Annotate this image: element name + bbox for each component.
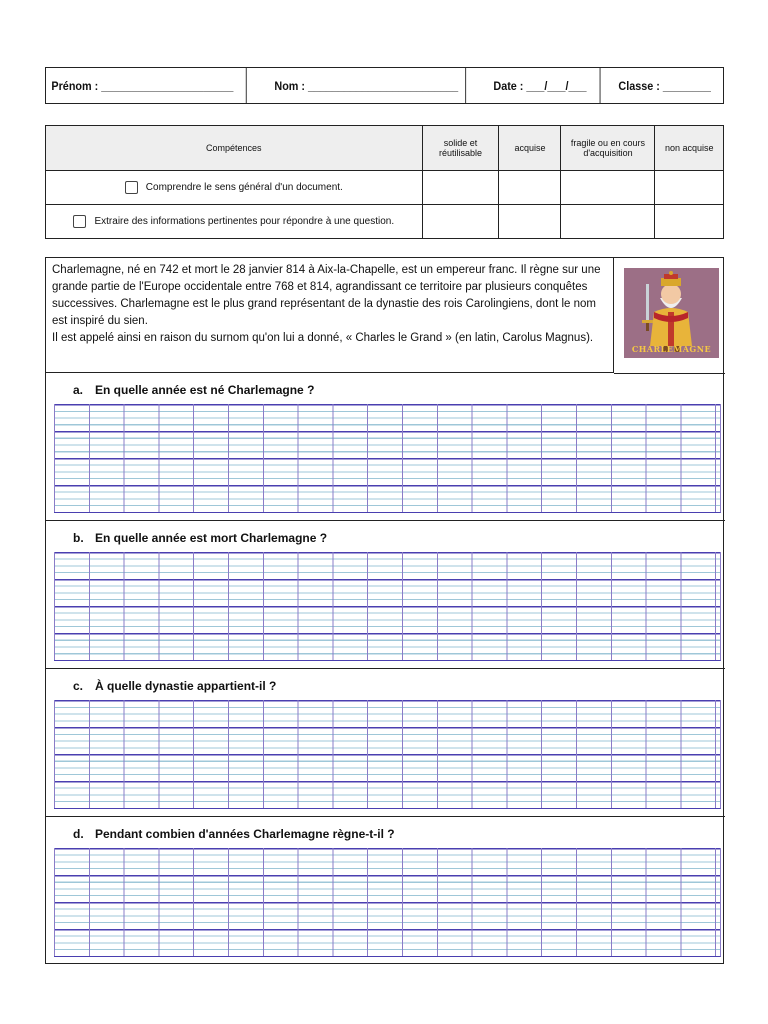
question-title [73, 827, 395, 841]
intro-paragraph: Il est appelé ainsi en raison du surnom qu'on lui a donné, « Charles le Grand » (en latin, Carolus Magnus). [52, 332, 594, 344]
answer-lines[interactable] [54, 552, 721, 661]
portrait-label: CHARLEMAGNE [631, 344, 712, 354]
table-row [46, 171, 724, 205]
answer-lines[interactable] [54, 700, 721, 809]
grade-cell[interactable] [422, 171, 499, 205]
skill-label: Extraire des informations pertinentes pour répondre à une question. [94, 216, 395, 228]
col-fragile: fragile ou en cours d'acquisition [561, 126, 655, 171]
classe-field[interactable]: Classe : ________ [618, 78, 711, 93]
question-block [46, 669, 725, 817]
grade-cell[interactable] [655, 171, 724, 205]
col-acquise: acquise [499, 126, 561, 171]
grade-cell[interactable] [561, 171, 655, 205]
answer-lines[interactable] [54, 848, 721, 957]
skill-label: Comprendre le sens général d'un document. [145, 182, 343, 194]
table-row [46, 205, 724, 239]
intro-text [46, 258, 614, 373]
col-solide: solide et réutilisable [422, 126, 499, 171]
date-field[interactable]: Date : ___/___/___ [488, 68, 601, 103]
nom-field[interactable]: Nom : _________________________ [269, 68, 466, 103]
portrait-cell [614, 258, 725, 374]
grade-cell[interactable] [422, 205, 499, 239]
question-block [46, 817, 725, 964]
grade-cell[interactable] [561, 205, 655, 239]
question-block [46, 373, 725, 521]
question-text: En quelle année est né Charlemagne ? [95, 383, 315, 397]
skill-cell [46, 171, 423, 205]
student-info-header [45, 67, 724, 104]
grade-cell[interactable] [499, 171, 561, 205]
skill-cell [46, 205, 423, 239]
col-competences: Compétences [46, 126, 423, 171]
question-letter: a. [73, 383, 84, 397]
worksheet-body [45, 257, 724, 964]
grade-cell[interactable] [655, 205, 724, 239]
question-text: En quelle année est mort Charlemagne ? [95, 531, 328, 545]
col-non-acquise: non acquise [655, 126, 724, 171]
checkbox[interactable] [73, 215, 86, 228]
competences-table [45, 125, 724, 239]
intro-paragraph: Charlemagne, né en 742 et mort le 28 janvier 814 à Aix-la-Chapelle, est un empereur franc. Il règne sur une grande partie de l'Europe occidentale entre 768 et 814, agrandissant ce territoire par plusieurs conquêtes successives. Charlemagne est le plus grand représentant de la dynastie des rois Carolingiens, dont le nom est inspiré du sien. [52, 264, 601, 327]
checkbox[interactable] [125, 181, 138, 194]
question-title [73, 383, 314, 397]
question-text: Pendant combien d'années Charlemagne règne-t-il ? [95, 827, 395, 841]
question-letter: d. [73, 827, 84, 841]
question-block [46, 521, 725, 669]
grade-cell[interactable] [499, 205, 561, 239]
charlemagne-image [624, 268, 719, 358]
question-title [73, 531, 327, 545]
question-title [73, 679, 276, 693]
question-text: À quelle dynastie appartient-il ? [95, 679, 277, 693]
question-letter: c. [73, 679, 84, 693]
prenom-field[interactable]: Prénom : ______________________ [46, 68, 247, 103]
answer-lines[interactable] [54, 404, 721, 513]
question-letter: b. [73, 531, 84, 545]
